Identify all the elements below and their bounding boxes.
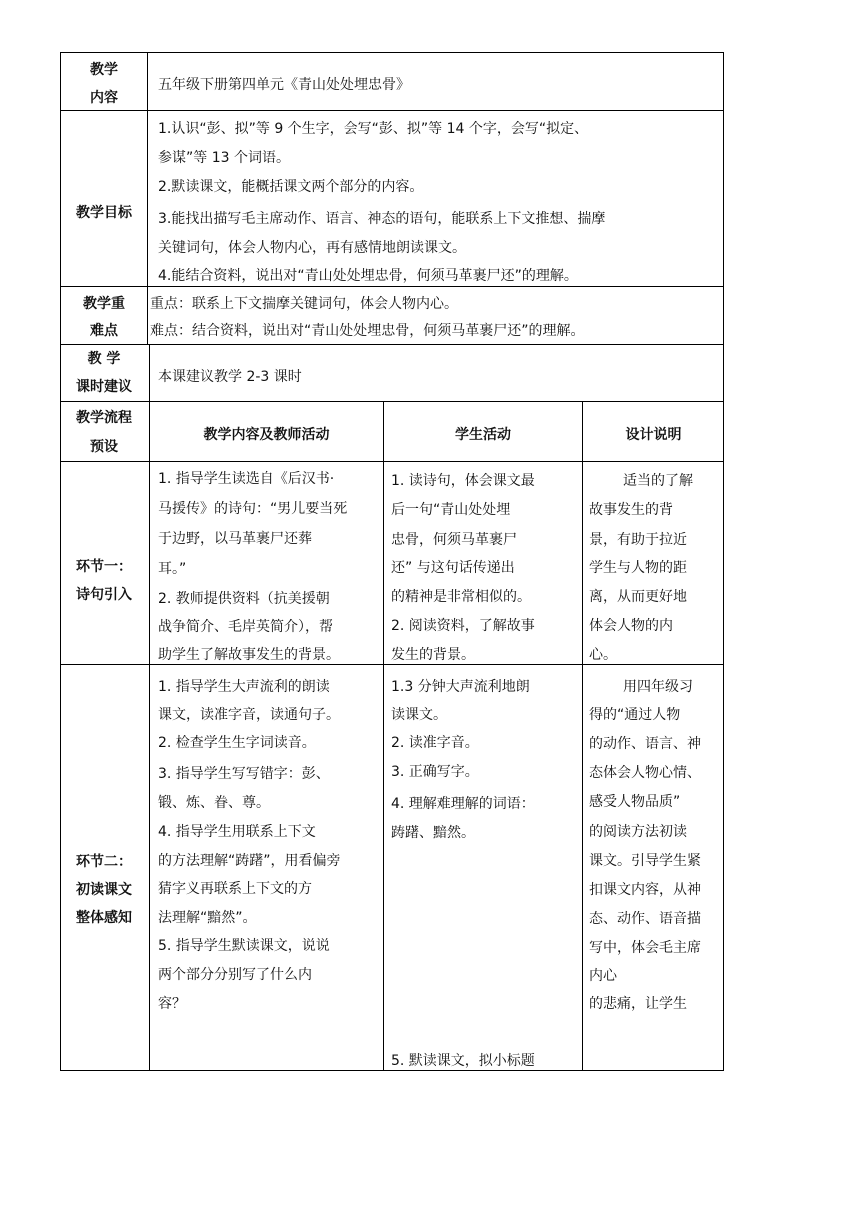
section2-teacher-line: 2. 检查学生生字词读音。	[158, 735, 316, 751]
section2-student-line: 3. 正确写字。	[391, 764, 479, 780]
column-divider	[582, 401, 583, 1071]
section2-teacher-line: 5. 指导学生默读课文，说说	[158, 938, 330, 954]
section2-teacher-line: 法理解“黯然”。	[158, 910, 257, 926]
section2-note-line: 用四年级习	[623, 679, 693, 695]
section2-note-line: 写中，体会毛主席	[589, 940, 701, 956]
key-point-line: 重点：联系上下文揣摩关键词句，体会人物内心。	[150, 296, 458, 312]
column-divider	[383, 401, 384, 1071]
goal-line: 4.能结合资料，说出对“青山处处埋忠骨，何须马革裹尸还”的理解。	[158, 268, 578, 284]
section1-teacher-line: 战争简介、毛岸英简介），帮	[158, 619, 333, 635]
section2-teacher-line: 4. 指导学生用联系上下文	[158, 824, 316, 840]
section2-teacher-line: 3. 指导学生写写错字：彭、	[158, 766, 330, 782]
row-header-hours: 教 学	[87, 351, 121, 367]
hours-suggestion: 本课建议教学 2-3 课时	[158, 369, 302, 385]
section1-header: 环节一：	[76, 559, 132, 575]
row-header-flow: 教学流程	[76, 410, 132, 426]
section1-student-line: 后一句“青山处处埋	[391, 502, 511, 518]
goal-line: 2.默读课文，能概括课文两个部分的内容。	[158, 179, 424, 195]
section2-note-line: 态、动作、语音描	[589, 911, 701, 927]
section1-note-line: 心。	[589, 647, 617, 663]
section1-teacher-line: 2. 教师提供资料（抗美援朝	[158, 591, 330, 607]
section2-note-line: 得的“通过人物	[589, 707, 681, 723]
section1-note-line: 学生与人物的距	[589, 560, 687, 576]
goal-line: 1.认识“彭、拟”等 9 个生字，会写“彭、拟”等 14 个字，会写“拟定、	[158, 121, 589, 137]
section1-header: 诗句引入	[76, 587, 132, 603]
section2-header: 环节二：	[76, 854, 132, 870]
table-border-right	[723, 52, 724, 1071]
section2-teacher-line: 的方法理解“踌躇”，用看偏旁	[158, 853, 341, 869]
section1-teacher-line: 助学生了解故事发生的背景。	[158, 647, 340, 663]
section2-note-line: 感受人物品质”	[589, 794, 681, 810]
section1-teacher-line: 耳。”	[158, 561, 187, 577]
section1-teacher-line: 马援传》的诗句：“男儿要当死	[158, 501, 348, 517]
section1-teacher-line: 1. 指导学生读选自《后汉书·	[158, 471, 335, 487]
goal-line: 关键词句，体会人物内心，再有感情地朗读课文。	[158, 240, 466, 256]
column-header-notes: 设计说明	[625, 427, 682, 443]
section2-header: 初读课文	[76, 882, 132, 898]
section1-student-line: 2. 阅读资料，了解故事	[391, 618, 535, 634]
header-column-divider	[149, 344, 150, 1071]
section1-note-line: 故事发生的背	[589, 502, 673, 518]
goal-line: 3.能找出描写毛主席动作、语言、神态的语句，能联系上下文推想、揣摩	[158, 211, 606, 227]
section2-student-line: 踌躇、黯然。	[391, 825, 475, 841]
section1-student-line: 1. 读诗句，体会课文最	[391, 473, 535, 489]
section1-note-line: 离，从而更好地	[589, 589, 687, 605]
section2-note-line: 的动作、语言、神	[589, 736, 701, 752]
section1-note-line: 适当的了解	[623, 473, 693, 489]
row-header-flow: 预设	[90, 439, 118, 455]
section1-student-line: 忠骨，何须马革裹尸	[391, 532, 517, 548]
section2-teacher-line: 容？	[158, 996, 186, 1012]
row-header-goals: 教学目标	[76, 205, 132, 221]
section2-note-line: 课文。引导学生紧	[589, 853, 701, 869]
row-header-keypoints: 教学重	[83, 296, 125, 312]
table-rule	[60, 286, 724, 287]
row-header-content: 教学	[90, 62, 118, 78]
section1-teacher-line: 于边野，以马革裹尸还葬	[158, 531, 312, 547]
section2-teacher-line: 1. 指导学生大声流利的朗读	[158, 679, 330, 695]
row-header-hours: 课时建议	[76, 379, 132, 395]
section2-note-line: 扣课文内容，从神	[589, 882, 701, 898]
section2-student-line: 4. 理解难理解的词语：	[391, 796, 535, 812]
section2-note-line: 的悲痛，让学生	[589, 996, 687, 1012]
section1-student-line: 发生的背景。	[391, 647, 475, 663]
table-rule	[60, 664, 724, 665]
table-rule	[60, 344, 724, 345]
table-rule	[60, 110, 724, 111]
section1-student-line: 的精神是非常相似的。	[391, 589, 531, 605]
section2-header: 整体感知	[76, 910, 132, 926]
section2-student-line: 2. 读准字音。	[391, 735, 479, 751]
section2-note-line: 内心	[589, 968, 617, 984]
table-rule	[60, 401, 724, 402]
unit-title: 五年级下册第四单元《青山处处埋忠骨》	[158, 77, 410, 93]
section2-teacher-line: 猜字义再联系上下文的方	[158, 881, 312, 897]
section1-note-line: 景，有助于拉近	[589, 532, 687, 548]
row-header-keypoints: 难点	[90, 323, 118, 339]
section2-student-line: 5. 默读课文，拟小标题	[391, 1053, 535, 1069]
section2-note-line: 的阅读方法初读	[589, 824, 687, 840]
table-rule	[60, 461, 724, 462]
column-header-teacher: 教学内容及教师活动	[203, 427, 330, 443]
column-header-student: 学生活动	[455, 427, 511, 443]
section1-student-line: 还” 与这句话传递出	[391, 560, 515, 576]
row-header-content: 内容	[90, 90, 118, 106]
section2-teacher-line: 两个部分分别写了什么内	[158, 967, 312, 983]
section1-note-line: 体会人物的内	[589, 618, 673, 634]
section2-student-line: 读课文。	[391, 707, 447, 723]
section2-teacher-line: 锻、炼、眷、尊。	[158, 795, 270, 811]
goal-line: 参谋”等 13 个词语。	[158, 150, 290, 166]
table-border-top	[60, 52, 724, 53]
section2-student-line: 1.3 分钟大声流利地朗	[391, 679, 530, 695]
table-border-bottom	[60, 1070, 724, 1071]
section2-note-line: 态体会人物心情、	[589, 765, 701, 781]
difficult-point-line: 难点：结合资料，说出对“青山处处埋忠骨，何须马革裹尸还”的理解。	[150, 323, 585, 339]
section2-teacher-line: 课文，读准字音，读通句子。	[158, 707, 340, 723]
